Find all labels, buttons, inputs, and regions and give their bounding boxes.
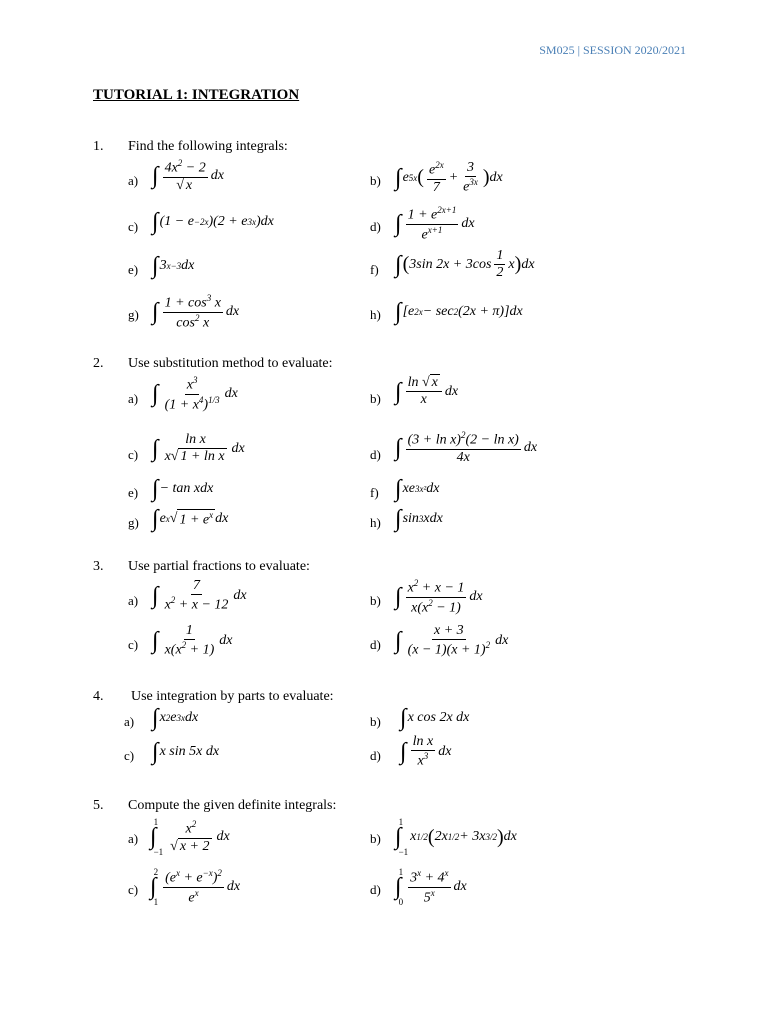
q3d-expression: ∫ x + 3 $(x - 1)(x + 1)^2$ dx [395,623,509,658]
q2-label-g: g) [128,515,139,530]
q2-label-a: a) [128,391,139,406]
question-5-number: 5. [93,798,104,813]
q3-label-c: c) [128,637,139,652]
question-4-number: 4. [93,689,104,704]
q4d-expression: ∫ ln x $x^3$ dx [400,734,452,769]
q3-label-b: b) [370,593,381,608]
question-2-number: 2. [93,356,104,371]
q2b-expression: ∫ ln √ x x dx [395,375,459,408]
q2a-expression: ∫ $x^3$ $(1 + x^4)^{1/3}$ dx [152,375,238,413]
q1e-expression: ∫ 3 x−3 dx [152,253,195,279]
question-1-number: 1. [93,139,104,154]
question-2-text: Use substitution method to evaluate: [128,356,333,371]
q3-label-d: d) [370,637,381,652]
q2-label-b: b) [370,391,381,406]
q4-label-b: b) [370,714,381,729]
q4c-expression: ∫ x sin 5x dx [152,739,220,765]
q1g-expression: ∫ $1 + \cos^3 x$ $\cos^2 x$ dx [152,293,240,331]
q3c-expression: ∫ 1 $x(x^2 + 1)$ dx [152,623,233,658]
q2-label-f: f) [370,485,379,500]
q1d-expression: ∫ $1 + e^{2x+1}$ $e^{x+1}$ dx [395,205,475,243]
q5c-expression: ∫ 2 1 $(e^x + e^{-x})^2$ $e^x$ dx [150,867,241,907]
q3a-expression: ∫ 7 $x^2 + x - 12$ dx [152,578,247,613]
q1h-expression: ∫ [e 2x − sec 2 (2x + π)]dx [395,299,523,325]
q1c-expression: ∫ (1 − e −2x )(2 + e 3x )dx [152,209,274,235]
q1f-expression: ∫ ( 3sin 2x + 3cos 1 2 x ) dx [395,248,535,281]
q5d-expression: ∫ 1 0 $3^x + 4^x$ 5$^x$ dx [395,867,467,907]
q1a-expression: ∫ $4x^2 - 2$ √ x dx [152,158,224,193]
q4b-expression: ∫ x cos 2x dx [400,705,470,731]
q5-label-d: d) [370,882,381,897]
q2-label-c: c) [128,447,139,462]
q2f-expression: ∫ xe 3x² dx [395,476,440,502]
q1-label-g: g) [128,307,139,322]
q4a-expression: ∫ x 2 e 3x dx [152,705,199,731]
q1-label-e: e) [128,262,139,277]
q2-label-d: d) [370,447,381,462]
q2e-expression: ∫ − tan xdx [152,476,214,502]
q1-label-h: h) [370,307,381,322]
q2-label-h: h) [370,515,381,530]
question-3-text: Use partial fractions to evaluate: [128,559,310,574]
q1-label-f: f) [370,262,379,277]
q5-label-b: b) [370,831,381,846]
q5a-expression: ∫ 1 −1 $x^2$ √ x + 2 dx [150,817,230,857]
question-5-text: Compute the given definite integrals: [128,798,337,813]
page-header: SM025 | SESSION 2020/2021 [539,43,686,57]
q3b-expression: ∫ $x^2 + x - 1$ $x(x^2 - 1)$ dx [395,578,483,616]
page-title: TUTORIAL 1: INTEGRATION [93,87,300,103]
q2g-expression: ∫ e x √ $1 + e^x$ dx [152,506,229,532]
q2c-expression: ∫ ln x x√ 1 + ln x dx [152,432,245,465]
q2-label-e: e) [128,485,139,500]
q5b-expression: ∫ 1 −1 x 1/2 ( 2x 1/2 + 3x 3/2 ) dx [395,817,517,857]
q4-label-a: a) [124,714,135,729]
question-4-text: Use integration by parts to evaluate: [131,689,334,704]
q1-label-a: a) [128,173,139,188]
q1-label-c: c) [128,219,139,234]
question-1-text: Find the following integrals: [128,139,288,154]
question-3-number: 3. [93,559,104,574]
q5-label-a: a) [128,831,139,846]
q1-label-b: b) [370,173,381,188]
q2h-expression: ∫ sin 3 xdx [395,506,443,532]
q1b-expression: ∫ e 5x ( $e^{2x}$ 7 + 3 $e^{3x}$ ) dx [395,160,503,195]
q3-label-a: a) [128,593,139,608]
q2d-expression: ∫ $(3 + \ln x)^2(2 - \ln x)$ 4x dx [395,430,538,465]
q4-label-c: c) [124,748,135,763]
q4-label-d: d) [370,748,381,763]
q5-label-c: c) [128,882,139,897]
q1-label-d: d) [370,219,381,234]
